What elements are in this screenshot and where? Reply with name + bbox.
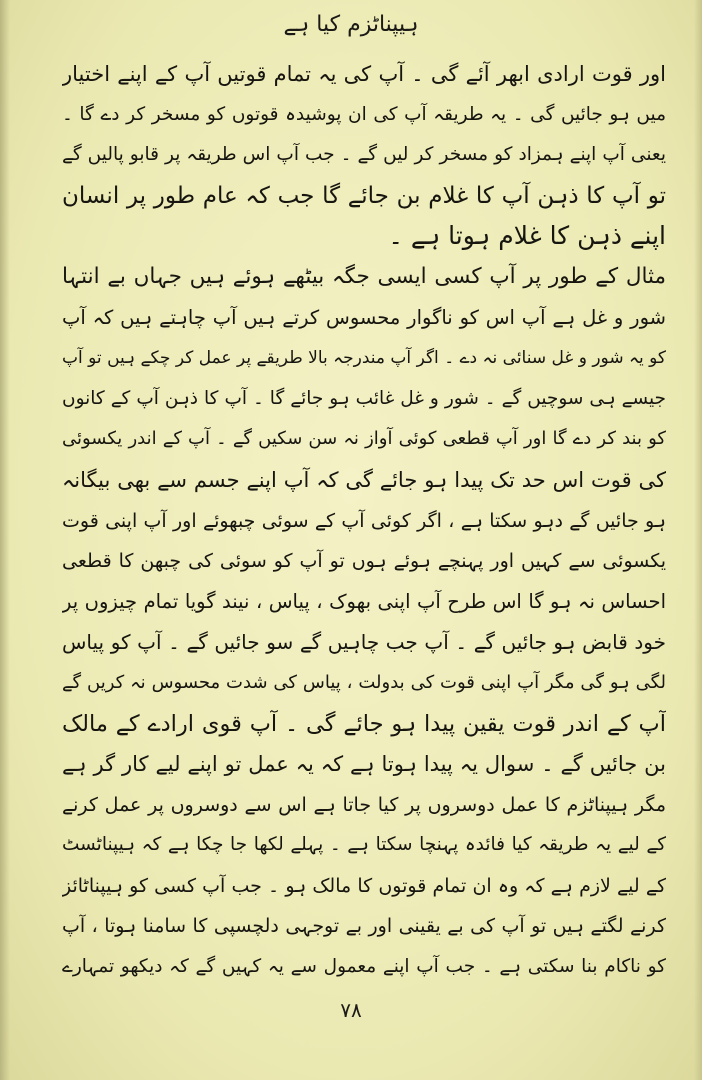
page-edge-shadow-left	[0, 0, 10, 1080]
text-line-14: احساس نہ ہو گا اس طرح آپ اپنی بھوک ، پیاس ، نیند گویا تمام چیزوں پر	[62, 589, 666, 613]
text-line-22: کرنے لگتے ہیں تو آپ کی بے یقینی اور بے توجہی دلچسپی کا سامنا ہوتا ، آپ	[62, 915, 666, 938]
text-line-8: کو یہ شور و غل سنائی نہ دے ۔ اگر آپ مندرجہ بالا طریقے پر عمل کر چکے ہیں تو آپ	[62, 348, 666, 369]
text-line-21: کے لیے لازم ہے کہ وہ ان تمام قوتوں کا مالک ہو ۔ جب آپ کسی کو ہیپناٹائز	[62, 874, 666, 897]
text-line-12: ہو جائیں گے دہو سکتا ہے ، اگر کوئی آپ کے سوئی چبھوئے اور آپ اپنی قوت	[62, 509, 666, 532]
text-line-2: میں ہو جائیں گی ۔ یہ طریقہ آپ کی ان پوشیدہ قوتوں کو مسخر کر دے گا ۔	[62, 103, 666, 125]
text-line-15: خود قابض ہو جائیں گے ۔ آپ جب چاہیں گے سو جائیں گے ۔ آپ کو پیاس	[62, 630, 666, 655]
text-line-5: اپنے ذہن کا غلام ہوتا ہے ۔	[388, 221, 666, 251]
running-title: ہیپناٹزم کیا ہے	[283, 12, 419, 37]
text-line-19: مگر ہیپناٹزم کا عمل دوسروں پر کیا جاتا ہے اس سے دوسروں پر عمل کرنے	[62, 793, 666, 816]
text-line-11: کی قوت اس حد تک پیدا ہو جائے گی کہ آپ اپنے جسم سے بھی بیگانہ	[62, 467, 666, 492]
text-line-18: بن جائیں گے ۔ سوال یہ پیدا ہوتا ہے کہ یہ عمل تو اپنے لیے کار گر ہے	[62, 752, 666, 777]
text-line-10: کو بند کر دے گا اور آپ قطعی کوئی آواز نہ سن سکیں گے ۔ آپ کے اندر یکسوئی	[62, 428, 666, 450]
text-line-9: جیسے ہی سوچیں گے ۔ شور و غل غائب ہو جائے گا ۔ آپ کا ذہن آپ کے کانوں	[62, 387, 666, 409]
text-line-4: تو آپ کا ذہن آپ کا غلام بن جائے گا جب کہ عام طور پر انسان	[62, 182, 666, 209]
text-line-3: یعنی آپ اپنے ہمزاد کو مسخر کر لیں گے ۔ جب آپ اس طریقہ پر قابو پالیں گے	[62, 144, 666, 166]
page-number: ۷۸	[340, 998, 362, 1022]
text-line-13: یکسوئی سے کہیں اور پہنچے ہوئے ہوں تو آپ کو سوئی کی چبھن کا قطعی	[62, 550, 666, 573]
text-line-23: کو ناکام بنا سکتی ہے ۔ جب آپ اپنے معمول سے یہ کہیں گے کہ دیکھو تمہارے	[62, 956, 666, 978]
text-line-16: لگی ہو گی مگر آپ اپنی قوت کی بدولت ، پیاس کی شدت محسوس نہ کریں گے	[62, 671, 666, 693]
text-line-1: اور قوت ارادی ابھر آئے گی ۔ آپ کی یہ تمام قوتیں آپ کے اپنے اختیار	[62, 62, 666, 86]
text-line-7: شور و غل ہے آپ اس کو ناگوار محسوس کرتے ہیں آپ چاہتے ہیں کہ آپ	[62, 305, 666, 329]
text-line-6: مثال کے طور پر آپ کسی ایسی جگہ بیٹھے ہوئے ہیں جہاں بے انتہا	[62, 263, 666, 289]
text-line-17: آپ کے اندر قوت یقین پیدا ہو جائے گی ۔ آپ قوی ارادے کے مالک	[62, 710, 666, 737]
page-edge-shadow-right	[694, 0, 702, 1080]
body-text	[62, 54, 666, 988]
text-line-20: کے لیے یہ طریقہ کیا فائدہ پہنچا سکتا ہے ۔ پہلے لکھا جا چکا ہے کہ ہیپناٹسٹ	[62, 834, 666, 856]
